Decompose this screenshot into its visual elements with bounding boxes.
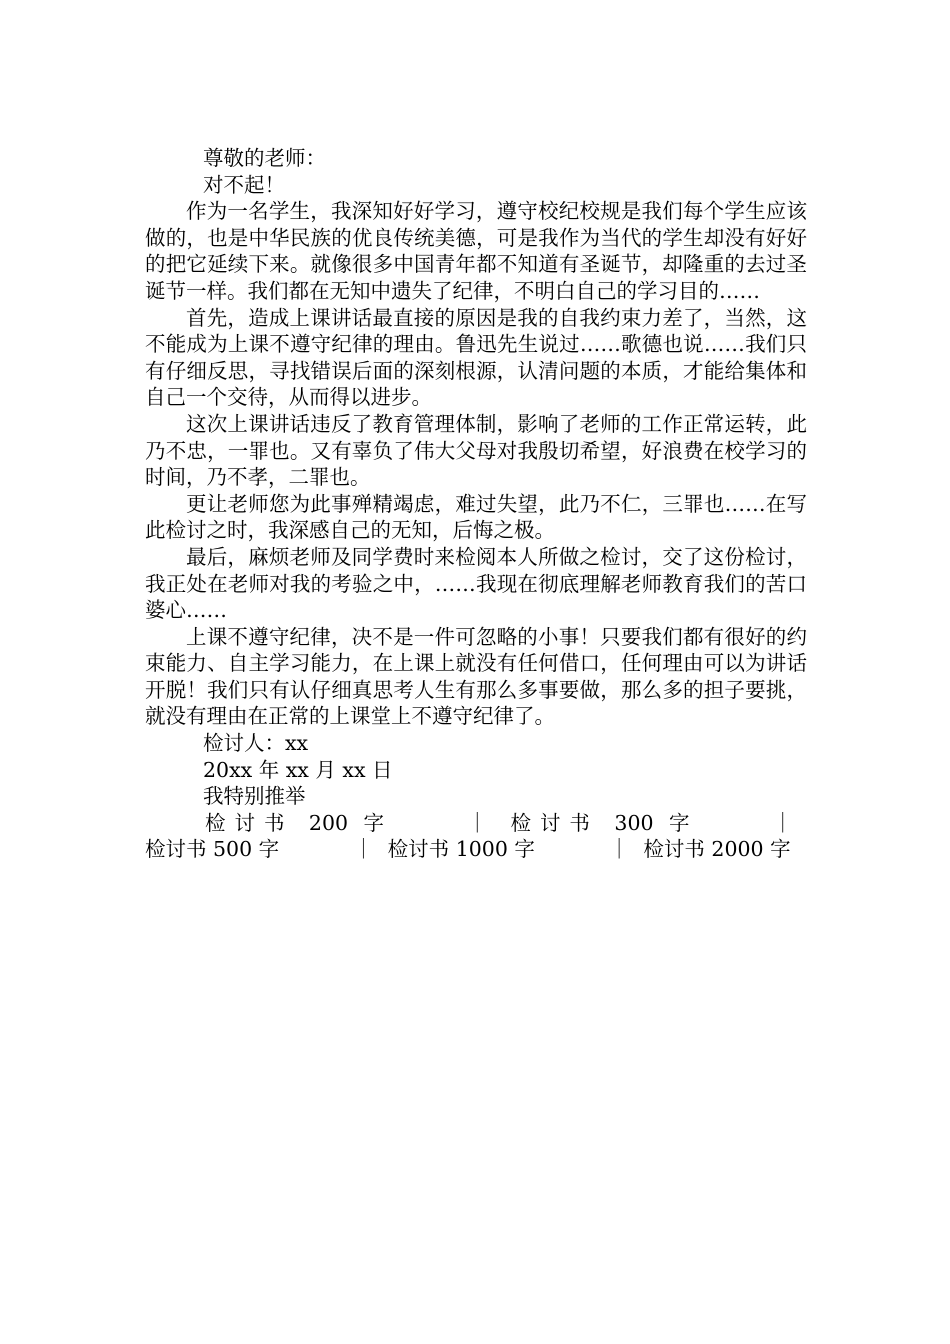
recommend-heading: 我特别推举 — [203, 784, 306, 809]
signer-line: 检讨人：xx — [203, 731, 309, 756]
link-300[interactable]: 检讨书 300 字 — [501, 810, 699, 835]
body-paragraph-1: 作为一名学生，我深知好好学习，遵守校纪校规是我们每个学生应该做的，也是中华民族的优良传统美德，可是我作为当代的学生却没有好好的把它延续下来。就像很多中国青年都不知道有圣诞节，却隆重的去过圣诞节一样。我们都在无知中遗失了纪律，不明白自己的学习目的…… — [145, 199, 807, 303]
link-500[interactable]: 检讨书 500 字 — [145, 837, 280, 862]
body-paragraph-4: 更让老师您为此事殚精竭虑，难过失望，此乃不仁，三罪也……在写此检讨之时，我深感自己的无知，后悔之极。 — [145, 491, 807, 543]
link-separator: ｜ — [772, 810, 793, 835]
apology-line: 对不起！ — [203, 172, 285, 197]
link-200[interactable]: 检讨书 200 字 — [205, 810, 394, 835]
body-paragraph-6: 上课不遵守纪律，决不是一件可忽略的小事！只要我们都有很好的约束能力、自主学习能力，在上课上就没有任何借口，任何理由可以为讲话开脱！我们只有认仔细真思考人生有那么多事要做，那么多的担子要挑，就没有理由在正常的上课堂上不遵守纪律了。 — [145, 624, 807, 729]
body-paragraph-3: 这次上课讲话违反了教育管理体制，影响了老师的工作正常运转，此乃不忠，一罪也。又有辜负了伟大父母对我殷切希望，好浪费在校学习的时间，乃不孝，二罪也。 — [145, 411, 807, 490]
link-2000[interactable]: 检讨书 2000 字 — [643, 837, 791, 862]
link-separator: ｜ — [467, 810, 488, 835]
document-page — [145, 145, 807, 863]
link-separator: ｜ — [608, 837, 630, 862]
recommend-links — [145, 810, 807, 863]
body-paragraph-2: 首先，造成上课讲话最直接的原因是我的自我约束力差了，当然，这不能成为上课不遵守纪律的理由。鲁迅先生说过……歌德也说……我们只有仔细反思，寻找错误后面的深刻根源，认清问题的本质，才能给集体和自己一个交待，从而得以进步。 — [145, 305, 807, 410]
link-separator: ｜ — [353, 837, 374, 862]
body-paragraph-5: 最后，麻烦老师及同学费时来检阅本人所做之检讨，交了这份检讨，我正处在老师对我的考验之中，……我现在彻底理解老师教育我们的苦口婆心…… — [145, 544, 807, 623]
salutation: 尊敬的老师： — [203, 146, 326, 170]
date-line: 20xx 年 xx 月 xx 日 — [203, 757, 393, 782]
link-1000[interactable]: 检讨书 1000 字 — [387, 837, 535, 862]
